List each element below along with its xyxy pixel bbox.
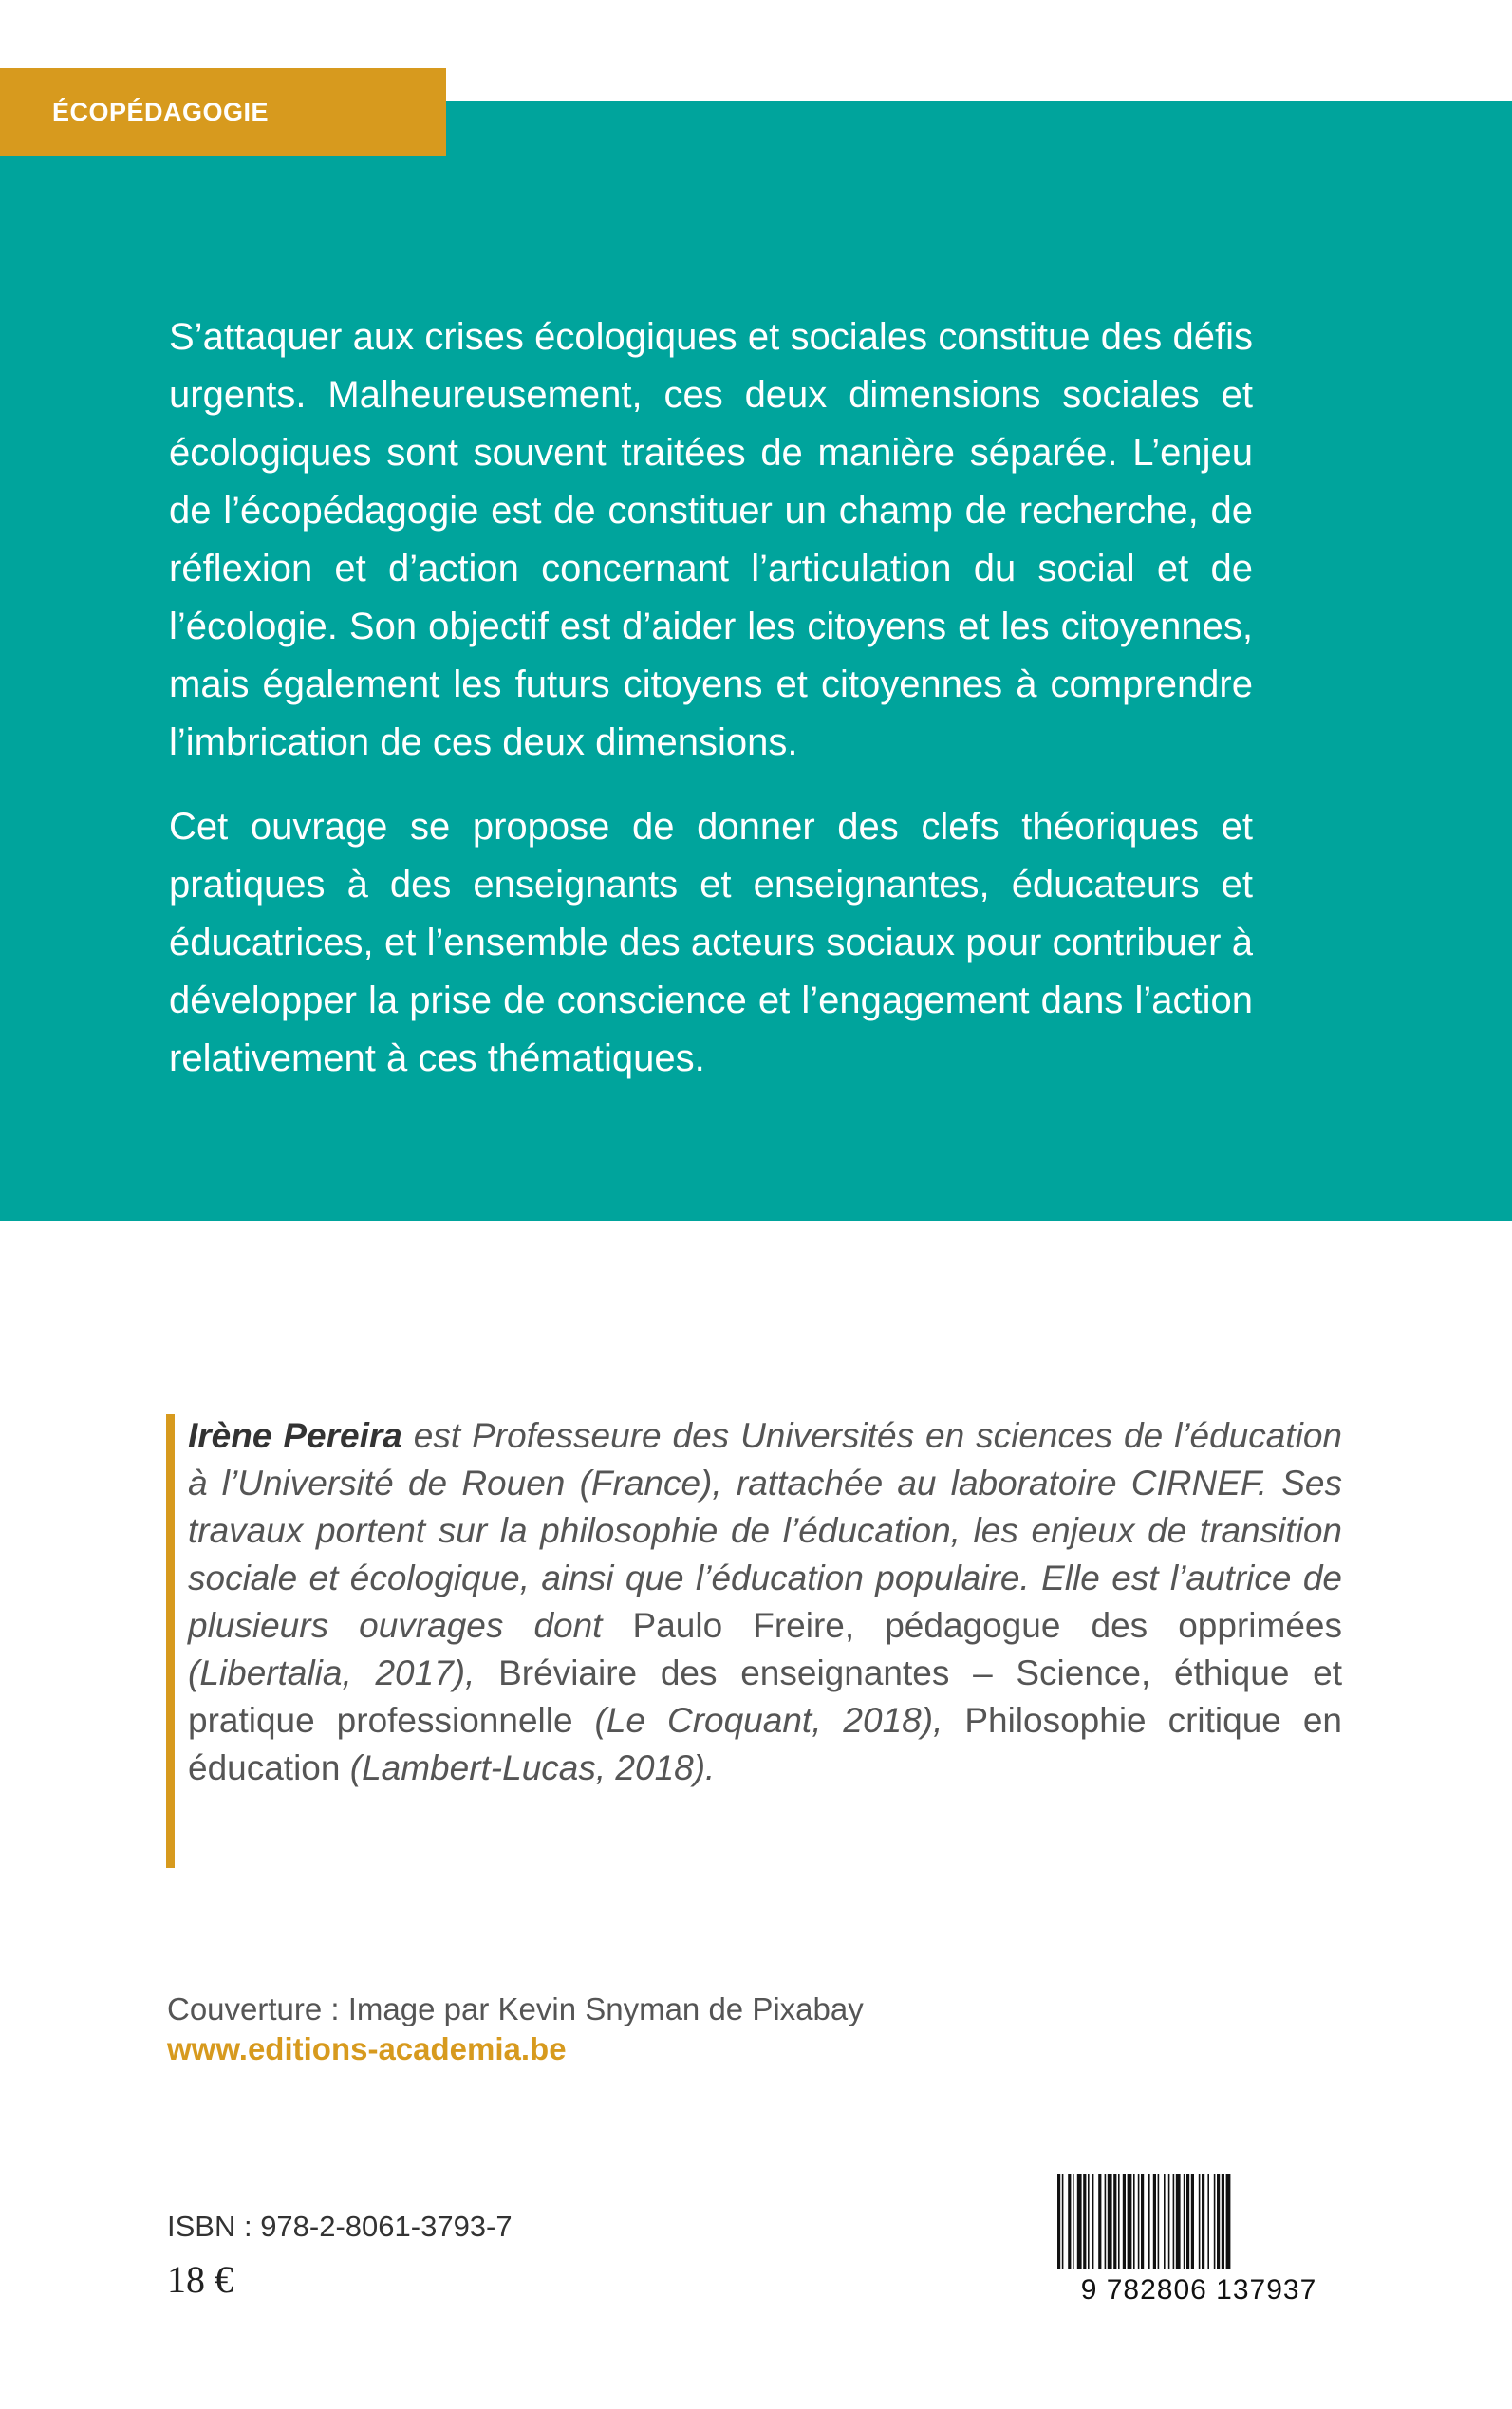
work-publisher-1: (Libertalia, 2017), xyxy=(188,1653,499,1692)
price: 18 € xyxy=(167,2258,233,2301)
barcode-bar xyxy=(1123,2174,1126,2269)
barcode-bar xyxy=(1098,2174,1101,2269)
barcode-bar xyxy=(1202,2174,1204,2269)
isbn: ISBN : 978-2-8061-3793-7 xyxy=(167,2210,513,2243)
blurb-paragraph-1: S’attaquer aux crises écologiques et sociales constitue des défis urgents. Malheureusement, ces deux dimensions sociales et écologiques sont souvent traitées de manière séparée. L’enjeu de l’écopédagogie est de constituer un champ de recherche, de réflexion et d’action concernant l’articulation du social et de l’écologie. Son objectif est d’aider les citoyens et les citoyennes, mais également les futurs citoyens et citoyennes à comprendre l’imbrication de ces deux dimensions. xyxy=(169,316,1253,763)
barcode-bar xyxy=(1191,2174,1194,2269)
author-bio xyxy=(188,1412,1342,1792)
work-publisher-2: (Le Croquant, 2018), xyxy=(572,1701,965,1740)
barcode-bar xyxy=(1173,2174,1175,2269)
barcode-bar xyxy=(1057,2174,1060,2269)
barcode-bar xyxy=(1108,2174,1112,2269)
barcode-bar xyxy=(1092,2174,1094,2269)
barcode-bars xyxy=(1057,2174,1340,2269)
author-bio-intro: est Professeure des Universités en sciences de l’éducation à l’Université de Rouen (France), rattachée au laboratoire CIRNEF. Ses travaux portent sur la philosophie de l’éducation, les enjeux de transition sociale et écologique, ainsi que l’éducation populaire. Elle est l’autrice de plusieurs ouvrages dont xyxy=(188,1416,1342,1645)
barcode-digits: 9 782806 137937 xyxy=(1080,2274,1317,2306)
barcode-bar xyxy=(1158,2174,1160,2269)
blurb-paragraph-2: Cet ouvrage se propose de donner des clefs théoriques et pratiques à des enseignants et enseignantes, éducateurs et éducatrices, et l’ensemble des acteurs sociaux pour contribuer à développer la prise de conscience et l’engagement dans l’action relativement à ces thématiques. xyxy=(169,806,1253,1079)
work-publisher-3: (Lambert-Lucas, 2018). xyxy=(340,1748,716,1787)
barcode-bar xyxy=(1105,2174,1107,2269)
barcode-bar xyxy=(1226,2174,1231,2269)
barcode-bar xyxy=(1062,2174,1064,2269)
cover-credit: Couverture : Image par Kevin Snyman de Pixabay xyxy=(167,1991,864,2026)
barcode-bar xyxy=(1153,2174,1156,2269)
barcode-bar xyxy=(1184,2174,1185,2269)
author-name: Irène Pereira xyxy=(188,1416,402,1455)
barcode-bar xyxy=(1068,2174,1071,2269)
barcode-bar xyxy=(1141,2174,1144,2269)
work-title-3: Philosophie critique en éducation xyxy=(188,1701,1343,1787)
barcode-bar xyxy=(1168,2174,1170,2269)
barcode-bar xyxy=(1113,2174,1116,2269)
barcode-bar xyxy=(1199,2174,1201,2269)
barcode-bar xyxy=(1148,2174,1150,2269)
work-title-1: Paulo Freire, pédagogue des opprimées xyxy=(632,1606,1342,1645)
barcode-bar xyxy=(1214,2174,1216,2269)
barcode-bar xyxy=(1088,2174,1090,2269)
author-accent-bar xyxy=(166,1414,175,1868)
barcode-bar xyxy=(1073,2174,1074,2269)
barcode-bar xyxy=(1176,2174,1181,2269)
barcode-bar xyxy=(1164,2174,1166,2269)
barcode-bar xyxy=(1077,2174,1082,2269)
publisher-website-link[interactable]: www.editions-academia.be xyxy=(167,2031,567,2066)
barcode-bar xyxy=(1128,2174,1132,2269)
barcode-bar xyxy=(1217,2174,1220,2269)
barcode-bar xyxy=(1118,2174,1120,2269)
barcode-bar xyxy=(1207,2174,1209,2269)
barcode-bar xyxy=(1083,2174,1086,2269)
barcode-bar xyxy=(1133,2174,1135,2269)
series-label: ÉCOPÉDAGOGIE xyxy=(0,68,446,156)
barcode-bar xyxy=(1186,2174,1189,2269)
work-title-2: Bréviaire des enseignantes – Science, éthique et pratique professionnelle xyxy=(188,1653,1342,1740)
barcode-bar xyxy=(1138,2174,1140,2269)
barcode-bar xyxy=(1222,2174,1224,2269)
back-cover-blurb xyxy=(169,308,1253,1114)
